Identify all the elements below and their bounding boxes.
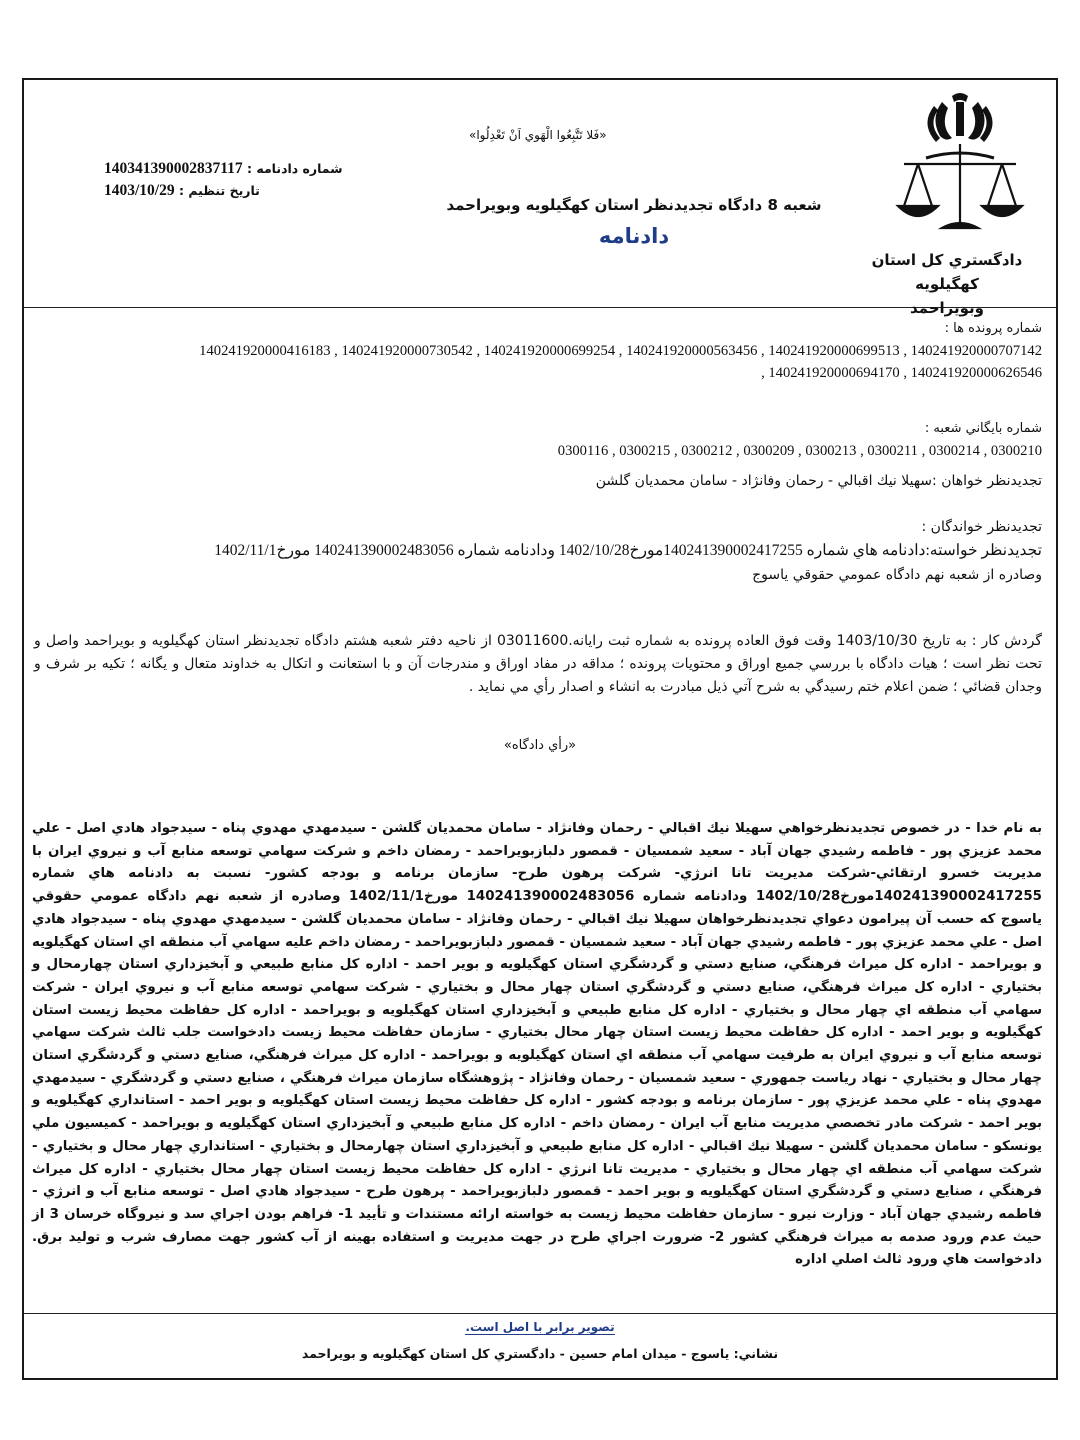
case-file-numbers-line1: 140241920000707142 , 140241920000699513 , 140241920000563456 , 140241920000699254 , 140241920000730542 , 140241920000416183 bbox=[199, 343, 1042, 359]
appellants: تجديدنظر خواهان :سهيلا نيك اقبالي - رحمان وفانژاد - سامان محمديان گلشن bbox=[595, 473, 1042, 489]
verdict-text: به نام خدا - در خصوص تجديدنظرخواهي سهيلا نيك اقبالي - رحمان وفانژاد - سامان محمديان گلشن - سيدمهدي مهدوي پناه - سيدجواد هادي اصل - علي محمد عزيزي پور - فاطمه رشيدي جهان آباد - سعيد شمسيان - قمصور دلبازبويراحمد - رمضان داخم و شركت سهامي توسعه منابع آب و نيروي ايران با مديريت خسرو ارتقائي-شركت مديريت تانا انرژي- شركت پرهون طرح- سازمان برنامه و بودجه كشور- نسبت به دادنامه هاي شماره 140241390002417255مورخ1402/10/28 ودادنامه شماره 140241390002483056 مورخ1402/11/1 وصادره از شعبه نهم دادگاه عمومي حقوقي ياسوج كه حسب آن پيرامون دعواي تجديدنظرخواهان سهيلا نيك اقبالي - رحمان وفانژاد - سامان محمديان گلشن - سيدمهدي مهدوي پناه - سيدجواد هادي اصل - علي محمد عزيزي پور - فاطمه رشيدي جهان آباد - سعيد شمسيان - قمصور دلبازبويراحمد - رمضان داخم عليه سهامي آب منطقه اي استان كهگيلويه و بويراحمد - اداره كل ميراث فرهنگي، صنايع دستي و گردشگري استان كهگيلويه و بوير احمد - اداره كل منابع طبيعي و آبخيزداري استان چهارمحال و بختياري - اداره كل ميراث فرهنگي، صنايع دستي و گردشگري استان چهار محال و بختياري - شركت سهامي توسعه منابع آب و نيروي ايران - شركت سهامي آب منطقه اي چهار محال و بختياري - اداره كل منابع طبيعي و آبخيزداري استان كهگيلويه و بويراحمد - اداره كل حفاظت محيط زيست استان كهگيلويه و بوير احمد - اداره كل حفاظت محيط زيست استان چهار محال بختياري - سازمان حفاظت محيط زيست دادخواست جلب ثالث شركت سهامي توسعه منابع آب و نيروي ايران به طرفيت سهامي آب منطقه اي استان كهگيلويه و بويراحمد - اداره كل ميراث فرهنگي، صنايع دستي و گردشگري استان چهار محال و بختياري - نهاد رياست جمهوري - سعيد شمسيان - رحمان وفانژاد - پژوهشگاه سازمان ميراث فرهنگي ، صنايع دستي و گردشگري - سيدمهدي مهدوي پناه - علي محمد عزيزي پور - سازمان برنامه و بودجه كشور - اداره كل حفاظت محيط زيست استان كهگيلويه و بوير احمد - استانداري كهگيلويه و بوير احمد - شركت مادر تخصصي مديريت منابع آب ايران - رمضان داخم - اداره كل منابع طبيعي و آبخيزداري استان كهگيلويه و بويراحمد - كميسيون ملي يونسكو - سامان محمديان گلشن - سهيلا نيك اقبالي - اداره كل منابع طبيعي و آبخيزداري استان چهارمحال و بختياري - استانداري چهار محال و بختياري - شركت سهامي آب منطقه اي چهار محال و بختياري - مديريت تانا انرژي - اداره كل حفاظت محيط زيست استان چهار محال بختياري - اداره كل ميراث فرهنگي ، صنايع دستي و گردشگري استان كهگيلويه و بوير احمد - قمصور دلبازبويراحمد - پرهون طرح - سيدجواد هادي اصل - توسعه منابع آب و انرژي - فاطمه رشيدي جهان آباد - وزارت نيرو - سازمان حفاظت محيط زيست به خواسته ارائه مستندات و تأييد 1- فراهم بودن اجراي سد و نيروگاه خرسان 3 از حيث عدم ورود صدمه به ميراث فرهنگي كشور 2- ضرورت اجراي طرح در جهت مديريت و استفاده بهينه از آب كشور جهت مصارف شرب و توليد برق. دادخواست هاي ورود ثالث اصلي اداره bbox=[32, 821, 1042, 1268]
archive-numbers: 0300210 , 0300214 , 0300211 , 0300213 , 0300209 , 0300212 , 0300215 , 0300116 bbox=[557, 443, 1042, 459]
branch-title: شعبه 8 دادگاه تجديدنظر استان كهگيلويه وبويراحمد bbox=[446, 196, 822, 214]
case-file-numbers-line2: 140241920000626546 , 140241920000694170 , bbox=[761, 365, 1042, 381]
issue-date: 1403/10/29 bbox=[104, 182, 175, 199]
verdict-number-row: شماره دادنامه : 140341390002837117 bbox=[104, 160, 343, 177]
verdict-number: 140341390002837117 bbox=[104, 160, 243, 177]
court-name: دادگستري كل استان كهگيلويه وبويراحمد bbox=[871, 251, 1023, 317]
archive-section: شماره بايگاني شعبه : 0300210 , 0300214 , 0300211 , 0300213 , 0300209 , 0300212 , 0300215 , 0300116 bbox=[34, 418, 1042, 462]
case-files-section: شماره پرونده ها : 140241920000707142 , 140241920000699513 , 140241920000563456 , 140241920000699254 , 140241920000730542 , 140241920000416183 140241920000626546 , 140241920000694170 , bbox=[34, 318, 1042, 384]
iran-emblem-with-scales-icon bbox=[890, 88, 1030, 238]
verdict-document bbox=[22, 78, 1058, 1380]
document-header bbox=[24, 80, 1056, 317]
document-footer bbox=[24, 1313, 1056, 1378]
appellees-label: تجديدنظر خواندگان : bbox=[921, 519, 1042, 535]
certified-copy-note: تصوير برابر با اصل است. bbox=[465, 1320, 615, 1334]
proceedings: گردش كار : به تاريخ 1403/10/30 وقت فوق العاده پرونده به شماره ثبت رايانه.03011600 از ناحيه دفتر شعبه هشتم دادگاه تجديدنظر استان كهگيلويه و بويراحمد واصل و تحت نظر است ؛ هيات دادگاه با بررسي جميع اوراق و محتويات پرونده ؛ مداقه در مفاد اوراق و مندرجات آن و با استعانت و اتكال به خداوند متعال و يگانه ؛ تكيه بر شرف و وجدان قضائي ؛ ضمن اعلام ختم رسيدگي به شرح آتي ذيل مبادرت به انشاء و اصدار رأي مي نمايد . bbox=[34, 633, 1043, 695]
appeal-subject-line2: وصادره از شعبه نهم دادگاه عمومي حقوقي ياسوج bbox=[752, 567, 1042, 583]
issue-date-row: تاريخ تنظيم : 1403/10/29 bbox=[104, 182, 260, 199]
appeal-subject-line1: تجديدنظر خواسته:دادنامه هاي شماره 140241390002417255مورخ1402/10/28 ودادنامه شماره 140241390002483056 مورخ1402/11/1 bbox=[214, 542, 1042, 559]
verdict-heading: «رأي دادگاه» bbox=[503, 738, 577, 753]
quran-verse: «فَلا تَتَّبِعُوا الْهَوي اَنْ تَعْدِلُوا» bbox=[469, 128, 607, 142]
document-title: دادنامه bbox=[598, 224, 670, 248]
verdict-meta bbox=[104, 158, 404, 202]
court-address: نشاني: ياسوج - ميدان امام حسين - دادگستري كل استان كهگيلويه و بويراحمد bbox=[301, 1346, 779, 1361]
